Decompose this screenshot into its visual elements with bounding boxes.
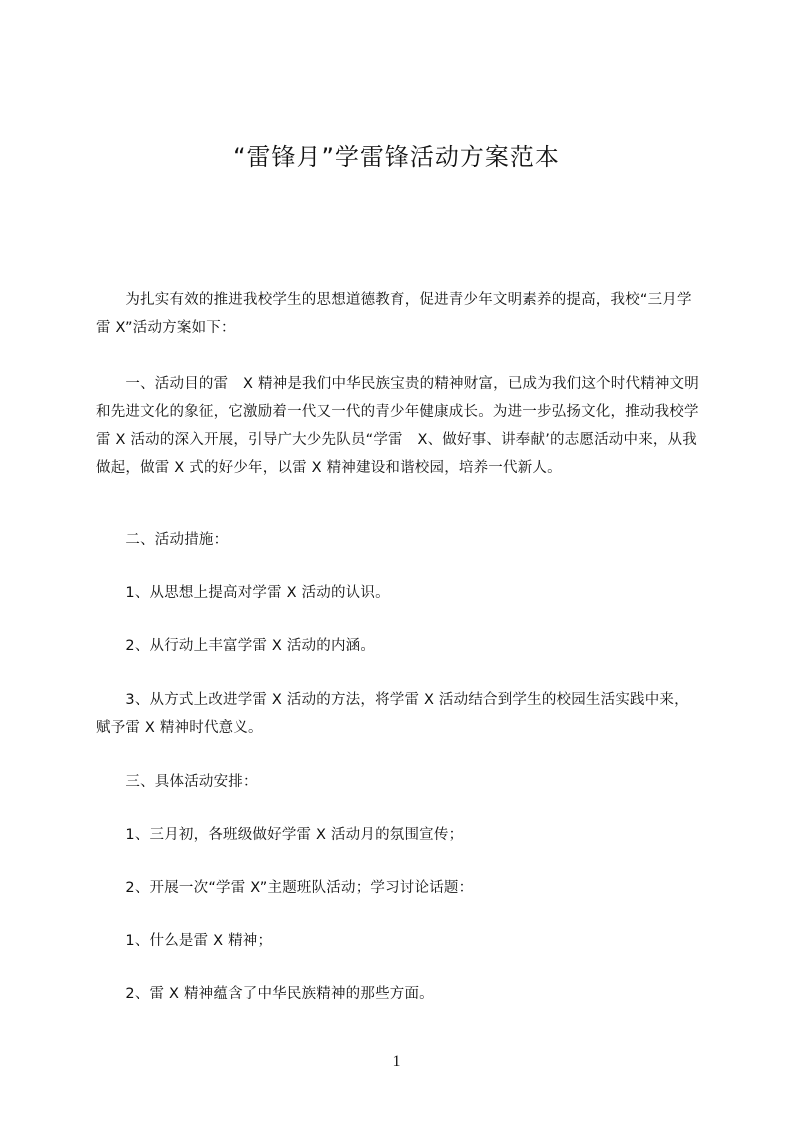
document-title: “雷锋月”学雷锋活动方案范本	[233, 143, 560, 171]
list-item-measure-3: 3、从方式上改进学雷 X 活动的方法，将学雷 X 活动结合到学生的校园生活实践中来，赋予雷 X 精神时代意义。	[96, 692, 689, 736]
list-item-topic-1: 1、什么是雷 X 精神；	[96, 933, 273, 949]
list-item-arrangement-1: 1、三月初，各班级做好学雷 X 活动月的氛围宣传；	[96, 827, 464, 843]
list-item-arrangement-2: 2、开展一次“学雷 X”主题班队活动；学习讨论话题：	[96, 880, 474, 896]
paragraph-purpose: 一、活动目的雷 X 精神是我们中华民族宝贵的精神财富，已成为我们这个时代精神文明和先进文化的象征，它激励着一代又一代的青少年健康成长。为进一步弘扬文化，推动我校学雷 X 活动的深入开展，引导广大少先队员“学雷 X、做好事、讲奉献’的志愿活动中来，从我做起，做雷 X 式的好少年，以雷 X 精神建设和谐校园，培养一代新人。	[96, 376, 699, 476]
list-item-measure-2: 2、从行动上丰富学雷 X 活动的内涵。	[96, 638, 376, 654]
page-number: 1	[392, 1053, 401, 1070]
list-item-topic-2: 2、雷 X 精神蕴含了中华民族精神的那些方面。	[96, 986, 434, 1002]
list-item-measure-1: 1、从思想上提高对学雷 X 活动的认识。	[96, 585, 390, 601]
heading-measures: 二、活动措施：	[96, 532, 229, 548]
heading-arrangements: 三、具体活动安排：	[96, 774, 258, 790]
paragraph-intro: 为扎实有效的推进我校学生的思想道德教育，促进青少年文明素养的提高，我校“三月学雷 X”活动方案如下：	[96, 292, 692, 336]
